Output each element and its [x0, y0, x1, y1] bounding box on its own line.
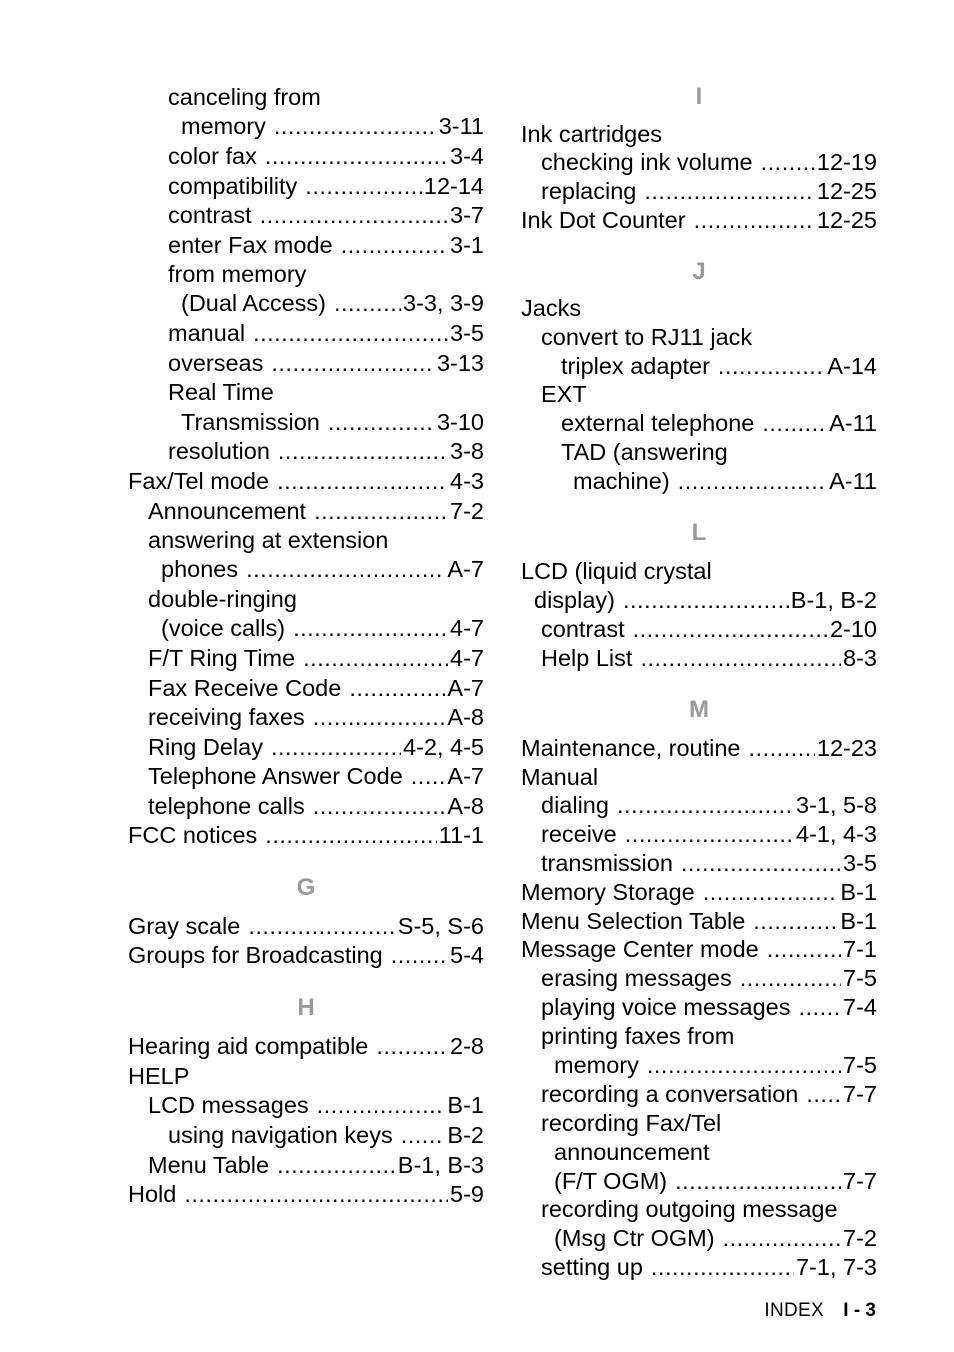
index-term: Announcement: [148, 498, 307, 524]
index-term: playing voice messages: [541, 994, 791, 1020]
index-term: Manual: [521, 764, 599, 790]
dot-leader: [675, 1167, 841, 1195]
dot-leader: [623, 586, 789, 614]
index-entry-manual-transmission: [521, 849, 877, 877]
index-entry-help-list: [521, 644, 877, 672]
index-term: from memory: [168, 261, 307, 287]
dot-leader: [799, 993, 842, 1021]
section-letter-j: J: [692, 258, 706, 285]
index-entry-canceling-from: [128, 83, 484, 111]
index-page-ref: B-1: [840, 879, 877, 905]
index-term: Jacks: [521, 295, 582, 321]
index-page-ref: 3-1: [450, 232, 484, 258]
index-page-ref: 12-25: [816, 178, 877, 204]
index-term: Fax Receive Code: [148, 675, 342, 701]
index-term: FCC notices: [128, 822, 258, 848]
index-page-ref: 4-2, 4-5: [403, 734, 484, 760]
index-term: resolution: [168, 438, 270, 464]
index-entry-external-telephone: [521, 409, 877, 437]
index-entry-printing-faxes-from: [521, 1022, 877, 1050]
index-entry-from-memory: [128, 260, 484, 288]
index-page-ref: 7-4: [843, 994, 877, 1020]
index-entry-hearing-aid-compatible: [128, 1032, 484, 1060]
index-term: (voice calls): [161, 615, 286, 641]
dot-leader: [317, 1091, 446, 1119]
dot-leader: [277, 1151, 396, 1179]
dot-leader: [184, 1180, 448, 1208]
index-entry-dialing: [521, 791, 877, 819]
index-page-ref: 3-5: [843, 850, 877, 876]
index-term: compatibility: [168, 173, 298, 199]
dot-leader: [681, 849, 841, 877]
dot-leader: [678, 467, 827, 495]
section-letter-i: I: [695, 83, 703, 110]
index-entry-real-time: [128, 378, 484, 406]
index-term: using navigation keys: [168, 1122, 393, 1148]
index-entry-playing-voice-messages: [521, 993, 877, 1021]
index-term: answering at extension: [148, 527, 389, 553]
index-entry-setting-up: [521, 1253, 877, 1281]
index-entry-ink-cartridges: [521, 120, 877, 148]
index-term: triplex adapter: [561, 353, 710, 379]
index-term: telephone calls: [148, 793, 305, 819]
index-entry-hold: [128, 1180, 484, 1208]
footer-label: INDEX: [764, 1300, 824, 1321]
index-term: Fax/Tel mode: [128, 468, 270, 494]
dot-leader: [313, 703, 446, 731]
index-page-ref: 12-14: [423, 173, 484, 199]
index-entry-enter-fax-mode: [128, 231, 484, 259]
dot-leader: [376, 1032, 448, 1060]
index-page-ref: B-2: [447, 1122, 484, 1148]
index-page-ref: 3-11: [438, 113, 484, 139]
dot-leader: [703, 878, 839, 906]
dot-leader: [762, 409, 827, 437]
dot-leader: [271, 733, 401, 761]
index-term: LCD (liquid crystal: [521, 558, 712, 584]
index-term: double-ringing: [148, 586, 297, 612]
index-entry-tad-answering: [521, 438, 877, 466]
index-page-ref: A-11: [829, 468, 877, 494]
index-term: (Dual Access): [181, 290, 326, 316]
index-term: enter Fax mode: [168, 232, 333, 258]
index-term: Groups for Broadcasting: [128, 942, 383, 968]
index-page-ref: A-7: [447, 763, 484, 789]
index-page-ref: 12-25: [816, 207, 877, 233]
index-page-ref: 12-19: [816, 149, 877, 175]
dot-leader: [253, 319, 448, 347]
index-page-ref: 7-1: [843, 936, 877, 962]
index-term: Transmission: [181, 409, 320, 435]
index-term: Maintenance, routine: [521, 735, 741, 761]
index-term: printing faxes from: [541, 1023, 735, 1049]
index-term: Menu Table: [148, 1152, 270, 1178]
index-entry-overseas: [128, 349, 484, 377]
index-page-ref: S-5, S-6: [397, 913, 484, 939]
dot-leader: [260, 201, 448, 229]
dot-leader: [651, 1253, 794, 1281]
dot-leader: [349, 674, 445, 702]
index-term: Help List: [541, 645, 633, 671]
dot-leader: [278, 437, 448, 465]
index-term: announcement: [554, 1139, 710, 1165]
index-page-ref: 7-2: [843, 1225, 877, 1251]
index-term: transmission: [541, 850, 673, 876]
index-term: memory: [554, 1052, 639, 1078]
index-term: overseas: [168, 350, 264, 376]
dot-leader: [305, 172, 422, 200]
dot-leader: [644, 177, 815, 205]
index-term: Ink cartridges: [521, 121, 663, 147]
section-letter-l: L: [691, 519, 707, 546]
index-entry-triplex-adapter: [521, 352, 877, 380]
index-term: Hearing aid compatible: [128, 1033, 369, 1059]
index-term: Menu Selection Table: [521, 908, 746, 934]
dot-leader: [265, 821, 436, 849]
index-page-ref: 4-7: [450, 645, 484, 671]
index-term: manual: [168, 320, 246, 346]
index-term: Gray scale: [128, 913, 241, 939]
page-number: I - 3: [843, 1300, 876, 1321]
dot-leader: [277, 467, 448, 495]
index-entry-memory: [128, 112, 484, 140]
index-entry-telephone-answer-code: [128, 762, 484, 790]
dot-leader: [633, 615, 828, 643]
index-entry-replacing: [521, 177, 877, 205]
dot-leader: [248, 912, 395, 940]
index-entry-gray-scale: [128, 912, 484, 940]
index-entry-compatibility: [128, 172, 484, 200]
index-page-ref: 3-4: [450, 143, 484, 169]
index-page-ref: 3-5: [450, 320, 484, 346]
index-term: display): [534, 587, 615, 613]
index-entry-contrast: [128, 201, 484, 229]
index-page-ref: 7-7: [843, 1081, 877, 1107]
index-entry-groups-for-broadcasting: [128, 941, 484, 969]
index-term: recording Fax/Tel: [541, 1110, 722, 1136]
dot-leader: [246, 555, 445, 583]
index-page-ref: 2-10: [829, 616, 877, 642]
index-entry-display: [521, 586, 877, 614]
index-term: Ring Delay: [148, 734, 263, 760]
index-entry-receiving-faxes: [128, 703, 484, 731]
index-page-ref: 7-1, 7-3: [796, 1254, 877, 1280]
index-page-ref: 5-9: [450, 1181, 484, 1207]
index-term: replacing: [541, 178, 637, 204]
index-entry-lcd-contrast: [521, 615, 877, 643]
index-page-ref: 7-2: [450, 498, 484, 524]
index-entry-recording-fax-tel: [521, 1109, 877, 1137]
index-page-ref: A-8: [447, 793, 484, 819]
index-page-ref: 7-5: [843, 1052, 877, 1078]
index-term: dialing: [541, 792, 609, 818]
dot-leader: [271, 349, 435, 377]
index-term: phones: [161, 556, 239, 582]
page-footer: [764, 1299, 876, 1323]
dot-leader: [761, 148, 815, 176]
index-entry-ft-ring-time: [128, 644, 484, 672]
dot-leader: [303, 644, 448, 672]
index-term: recording outgoing message: [541, 1196, 838, 1222]
index-entry-fax-receive-code: [128, 674, 484, 702]
index-entry-telephone-calls: [128, 792, 484, 820]
index-entry-transmission: [128, 408, 484, 436]
index-term: external telephone: [561, 410, 755, 436]
index-page-ref: B-1, B-3: [397, 1152, 484, 1178]
index-term: LCD messages: [148, 1092, 309, 1118]
index-page-ref: B-1: [447, 1092, 484, 1118]
index-term: Real Time: [168, 379, 274, 405]
index-term: contrast: [541, 616, 625, 642]
dot-leader: [625, 820, 794, 848]
index-entry-message-center-mode: [521, 935, 877, 963]
index-page-ref: 8-3: [843, 645, 877, 671]
dot-leader: [293, 614, 448, 642]
dot-leader: [740, 964, 841, 992]
dot-leader: [718, 352, 825, 380]
index-page-ref: 7-5: [843, 965, 877, 991]
index-term: receive: [541, 821, 617, 847]
index-entry-fax-tel-mode: [128, 467, 484, 495]
index-term: Hold: [128, 1181, 177, 1207]
dot-leader: [640, 644, 841, 672]
dot-leader: [723, 1224, 841, 1252]
index-entry-answering-at-extension: [128, 526, 484, 554]
dot-leader: [334, 289, 401, 317]
section-letter-h: H: [297, 994, 315, 1021]
index-entry-recording-outgoing-message: [521, 1195, 877, 1223]
index-entry-ink-dot-counter: [521, 206, 877, 234]
index-entry-phones: [128, 555, 484, 583]
dot-leader: [694, 206, 815, 234]
index-entry-help: [128, 1062, 484, 1090]
index-entry-manual: [521, 763, 877, 791]
index-page-ref: 3-10: [436, 409, 484, 435]
index-term: checking ink volume: [541, 149, 753, 175]
index-entry-printing-memory: [521, 1051, 877, 1079]
index-entry-jacks: [521, 294, 877, 322]
index-page-ref: 3-8: [450, 438, 484, 464]
index-entry-dual-access: [128, 289, 484, 317]
index-term: memory: [181, 113, 266, 139]
index-entry-resolution: [128, 437, 484, 465]
index-entry-maintenance-routine: [521, 734, 877, 762]
section-letter-m: M: [689, 696, 709, 723]
index-entry-memory-storage: [521, 878, 877, 906]
dot-leader: [617, 791, 794, 819]
dot-leader: [753, 907, 838, 935]
index-page-ref: 5-4: [450, 942, 484, 968]
index-entry-announcement: [128, 497, 484, 525]
index-term: Memory Storage: [521, 879, 695, 905]
index-page-ref: 2-8: [450, 1033, 484, 1059]
section-letter-g: G: [296, 874, 316, 901]
dot-leader: [647, 1051, 841, 1079]
dot-leader: [806, 1080, 841, 1108]
dot-leader: [328, 408, 435, 436]
index-term: (F/T OGM): [554, 1168, 668, 1194]
index-page-ref: 4-7: [450, 615, 484, 641]
index-term: HELP: [128, 1063, 190, 1089]
index-term: setting up: [541, 1254, 643, 1280]
index-page-ref: B-1, B-2: [790, 587, 877, 613]
index-term: Telephone Answer Code: [148, 763, 403, 789]
index-entry-machine: [521, 467, 877, 495]
index-page-ref: A-7: [447, 675, 484, 701]
index-term: machine): [573, 468, 670, 494]
index-page-ref: 3-13: [436, 350, 484, 376]
index-term: Message Center mode: [521, 936, 759, 962]
dot-leader: [314, 497, 448, 525]
index-entry-using-navigation-keys: [128, 1121, 484, 1149]
index-entry-lcd-messages: [128, 1091, 484, 1119]
index-entry-convert-to-rj11-jack: [521, 323, 877, 351]
index-entry-msg-ctr-ogm: [521, 1224, 877, 1252]
dot-leader: [391, 941, 448, 969]
index-page-ref: 3-7: [450, 202, 484, 228]
index-entry-menu-table: [128, 1151, 484, 1179]
index-term: convert to RJ11 jack: [541, 324, 753, 350]
index-term: TAD (answering: [561, 439, 728, 465]
index-entry-manual: [128, 319, 484, 347]
index-entry-ft-ogm: [521, 1167, 877, 1195]
dot-leader: [274, 112, 437, 140]
index-term: erasing messages: [541, 965, 732, 991]
index-page-ref: 7-7: [843, 1168, 877, 1194]
index-page-ref: A-7: [447, 556, 484, 582]
index-page-ref: 12-23: [816, 735, 877, 761]
index-page-ref: A-14: [827, 353, 877, 379]
index-entry-voice-calls: [128, 614, 484, 642]
index-entry-double-ringing: [128, 585, 484, 613]
index-entry-recording-a-conversation: [521, 1080, 877, 1108]
index-page-ref: B-1: [840, 908, 877, 934]
dot-leader: [401, 1121, 446, 1149]
index-entry-recording-announcement: [521, 1138, 877, 1166]
dot-leader: [411, 762, 446, 790]
index-term: canceling from: [168, 84, 321, 110]
index-page-ref: 11-1: [438, 822, 484, 848]
index-term: F/T Ring Time: [148, 645, 296, 671]
index-term: EXT: [541, 381, 587, 407]
index-entry-erasing-messages: [521, 964, 877, 992]
index-term: color fax: [168, 143, 257, 169]
index-page-ref: 3-3, 3-9: [403, 290, 484, 316]
dot-leader: [767, 935, 841, 963]
index-entry-fcc-notices: [128, 821, 484, 849]
index-term: recording a conversation: [541, 1081, 799, 1107]
index-page-ref: A-11: [829, 410, 877, 436]
index-entry-menu-selection-table: [521, 907, 877, 935]
index-entry-ring-delay: [128, 733, 484, 761]
index-entry-lcd-liquid-crystal: [521, 557, 877, 585]
index-page-ref: 4-3: [450, 468, 484, 494]
index-term: receiving faxes: [148, 704, 305, 730]
dot-leader: [341, 231, 448, 259]
index-page-ref: 4-1, 4-3: [796, 821, 877, 847]
index-entry-checking-ink-volume: [521, 148, 877, 176]
dot-leader: [313, 792, 446, 820]
index-entry-ext: [521, 380, 877, 408]
dot-leader: [265, 142, 448, 170]
index-term: contrast: [168, 202, 252, 228]
dot-leader: [748, 734, 814, 762]
index-term: (Msg Ctr OGM): [554, 1225, 715, 1251]
index-page-ref: A-8: [447, 704, 484, 730]
index-entry-receive: [521, 820, 877, 848]
index-entry-color-fax: [128, 142, 484, 170]
index-page-ref: 3-1, 5-8: [796, 792, 877, 818]
index-term: Ink Dot Counter: [521, 207, 686, 233]
